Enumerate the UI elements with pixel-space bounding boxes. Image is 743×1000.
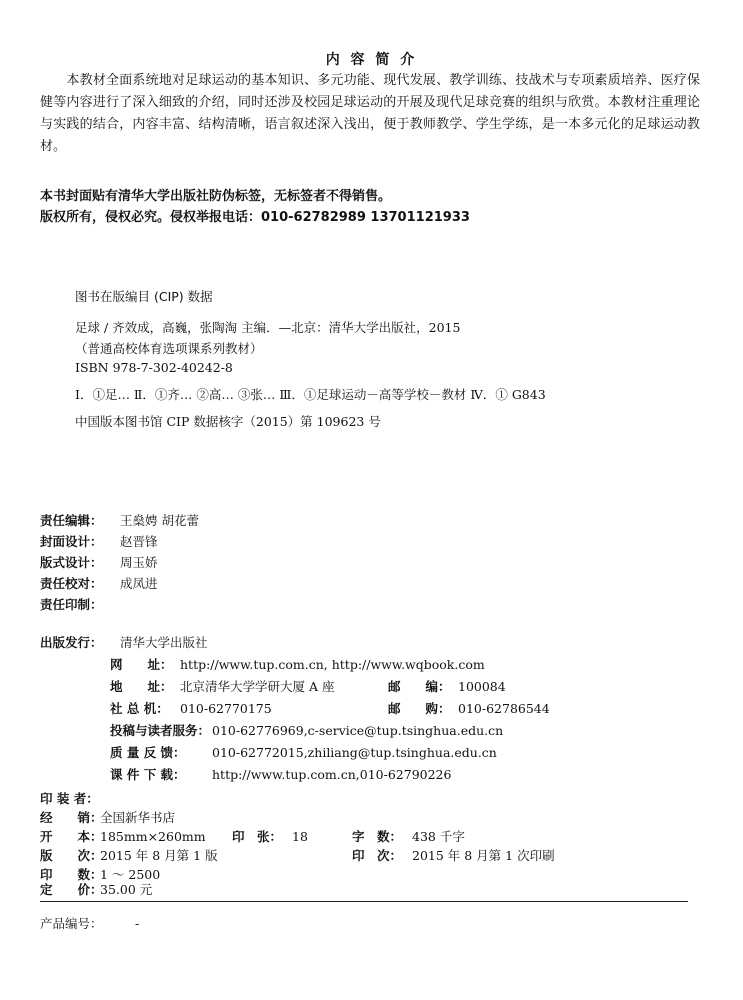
price-value: 35.00 元 [100,882,153,897]
staff-value: 周玉娇 [120,555,158,570]
publisher-row [40,633,208,651]
switchboard-label: 社 总 机： [110,701,169,716]
distributor-value: 全国新华书店 [100,810,176,825]
postcode-label: 邮 编： [388,679,451,694]
staff-row-print [40,595,120,613]
format-label: 开 本： [40,829,103,844]
staff-row-layout [40,553,158,571]
impression-row [352,846,555,864]
mail-order-row [388,699,550,717]
quality-row [110,743,497,761]
contribution-value: 010-62776969,c-service@tup.tsinghua.edu.cn [212,723,504,738]
publisher-label: 出版发行： [40,635,103,650]
staff-label: 版式设计： [40,555,103,570]
staff-label: 责任编辑： [40,513,103,528]
product-number-value: - [135,916,140,931]
summary-paragraph: 本教材全面系统地对足球运动的基本知识、多元功能、现代发展、教学训练、技战术与专项素质培养、医疗保健等内容进行了深入细致的介绍，同时还涉及校园足球运动的开展及现代足球竞赛的组织与欣赏。本教材注重理论与实践的结合，内容丰富、结构清晰，语言叙述深入浅出，便于教师教学、学生学练，是一本多元化的足球运动教材。 [40,73,700,154]
staff-label: 责任校对： [40,576,103,591]
product-number-row [40,914,139,932]
staff-row-cover [40,532,158,550]
switchboard-row [110,699,272,717]
switchboard-value: 010-62770175 [180,701,272,716]
postcode-value: 100084 [458,679,506,694]
copies-value: 1 ～ 2500 [100,867,161,882]
copies-label: 印 数： [40,867,103,882]
page-title: 内 容 简 介 [325,52,418,68]
contribution-label: 投稿与读者服务： [110,723,211,738]
footer-divider [40,901,688,902]
edition-value: 2015 年 8 月第 1 版 [100,848,218,863]
quality-value: 010-62772015,zhiliang@tup.tsinghua.edu.cn [212,745,497,760]
cip-line-title: 足球 / 齐效成，高巍，张陶淘 主编．—北京：清华大学出版社，2015 [75,320,461,335]
edition-row [40,846,218,864]
impression-value: 2015 年 8 月第 1 次印刷 [412,848,555,863]
cip-line-record: 中国版本图书馆 CIP 数据核字（2015）第 109623 号 [75,414,381,429]
cip-line-series: （普通高校体育选项课系列教材） [75,341,263,356]
staff-value: 王燊娉 胡花蕾 [120,513,199,528]
download-label: 课 件 下 载： [110,767,186,782]
download-row [110,765,451,783]
impression-label: 印 次： [352,848,403,863]
address-label: 地 址： [110,679,173,694]
summary-text [40,70,700,158]
sheets-value: 18 [292,829,308,844]
website-value: http://www.tup.com.cn, http://www.wqbook.com [180,657,485,672]
sheets-label: 印 张： [232,829,283,844]
price-label: 定 价： [40,882,103,897]
words-row [352,827,465,845]
staff-row-proof [40,574,158,592]
distributor-label: 经 销： [40,810,103,825]
staff-value: 赵晋锋 [120,534,158,549]
printer-label: 印 装 者： [40,791,99,806]
distributor-row [40,808,175,826]
words-value: 438 千字 [412,829,465,844]
website-label: 网 址： [110,657,173,672]
edition-label: 版 次： [40,848,103,863]
staff-label: 责任印制： [40,597,103,612]
download-value: http://www.tup.com.cn,010-62790226 [212,767,452,782]
cip-line-isbn: ISBN 978-7-302-40242-8 [75,360,233,375]
sheets-row [232,827,308,845]
cip-heading: 图书在版编目 (CIP) 数据 [75,289,213,304]
anti-counterfeit-notice: 本书封面贴有清华大学出版社防伪标签，无标签者不得销售。 [40,189,392,204]
mail-order-label: 邮 购： [388,701,451,716]
cip-line-classification: Ⅰ．①足… Ⅱ．①齐… ②高… ③张… Ⅲ．①足球运动－高等学校－教材 Ⅳ．① G843 [75,387,546,402]
mail-order-value: 010-62786544 [458,701,550,716]
staff-row-editor [40,511,199,529]
contribution-row [110,721,503,739]
staff-label: 封面设计： [40,534,103,549]
price-row [40,880,152,898]
words-label: 字 数： [352,829,403,844]
format-row [40,827,206,845]
product-number-label: 产品编号： [40,916,103,931]
publisher-value: 清华大学出版社 [120,635,208,650]
printer-row [40,789,100,807]
format-value: 185mm×260mm [100,829,206,844]
website-row [110,655,485,673]
postcode-row [388,677,506,695]
copyright-notice: 版权所有，侵权必究。侵权举报电话：010-62782989 13701121933 [40,210,470,225]
quality-label: 质 量 反 馈： [110,745,186,760]
staff-value: 成凤进 [120,576,158,591]
address-value: 北京清华大学学研大厦 A 座 [180,679,335,694]
address-row [110,677,334,695]
